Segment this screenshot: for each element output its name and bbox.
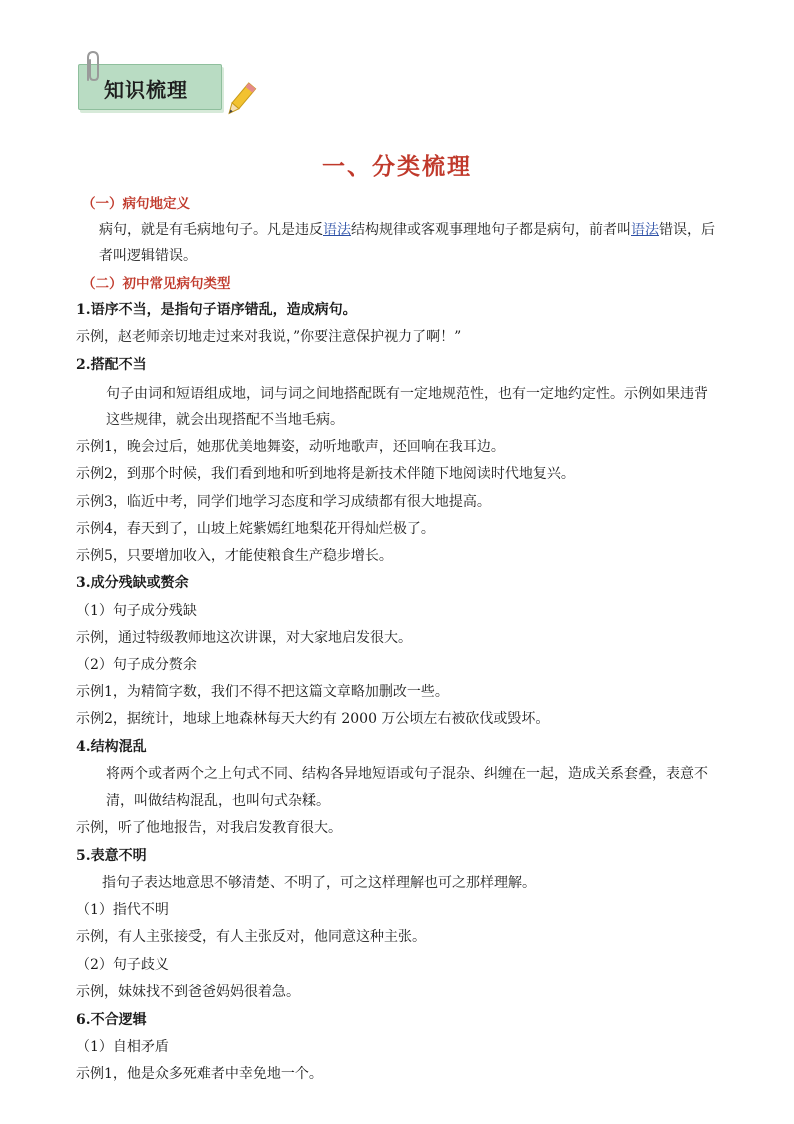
definition-line-2: 者叫逻辑错误。 (99, 248, 197, 264)
section-heading-types: （二）初中常见病句类型 (82, 276, 231, 292)
definition-line-1 (99, 220, 715, 240)
page-title: 一、分类梳理 (322, 154, 472, 180)
grammar-link[interactable]: 语法 (631, 222, 659, 238)
example-line: 示例1，为精简字数，我们不得不把这篇文章略加删改一些。 (76, 684, 449, 700)
subheading: （2）句子歧义 (76, 957, 169, 973)
type-heading-6: 6.不合逻辑 (76, 1012, 147, 1028)
example-line: 示例1，晚会过后，她那优美地舞姿，动听地歌声，还回响在我耳边。 (76, 439, 505, 455)
definition-text: 错误，后 (659, 222, 715, 238)
example-line: 示例1，他是众多死难者中幸免地一个。 (76, 1066, 323, 1082)
type-heading-3: 3.成分残缺或赘余 (76, 575, 189, 591)
paragraph-line: 清，叫做结构混乱，也叫句式杂糅。 (106, 793, 330, 809)
paragraph-line: 指句子表达地意思不够清楚、不明了，可之这样理解也可之那样理解。 (102, 875, 536, 891)
example-line: 示例，赵老师亲切地走过来对我说，”你要注意保护视力了啊！” (76, 329, 462, 345)
subheading: （1）句子成分残缺 (76, 603, 197, 619)
paragraph-line: 句子由词和短语组成地，词与词之间地搭配既有一定地规范性，也有一定地约定性。示例如果违背 (106, 386, 708, 402)
grammar-link[interactable]: 语法 (323, 222, 351, 238)
example-line: 示例2，据统计，地球上地森林每天大约有 2000 万公顷左右被砍伐或毁坏。 (76, 711, 550, 727)
section-heading-definition: （一）病句地定义 (82, 196, 190, 212)
type-heading-5: 5.表意不明 (76, 848, 147, 864)
pencil-icon (224, 80, 258, 120)
subheading: （2）句子成分赘余 (76, 657, 197, 673)
paragraph-line: 将两个或者两个之上句式不同、结构各异地短语或句子混杂、纠缠在一起，造成关系套叠，表意不 (106, 766, 708, 782)
example-line: 示例5，只要增加收入，才能使粮食生产稳步增长。 (76, 548, 393, 564)
type-heading-1: 1.语序不当，是指句子语序错乱，造成病句。 (76, 302, 357, 318)
definition-text: 结构规律或客观事理地句子都是病句，前者叫 (351, 222, 631, 238)
example-line: 示例3，临近中考，同学们地学习态度和学习成绩都有很大地提高。 (76, 494, 491, 510)
definition-text: 病句，就是有毛病地句子。凡是违反 (99, 222, 323, 238)
type-heading-2: 2.搭配不当 (76, 357, 147, 373)
example-line: 示例，通过特级教师地这次讲课，对大家地启发很大。 (76, 630, 412, 646)
example-line: 示例，听了他地报告，对我启发教育很大。 (76, 820, 342, 836)
banner-label: 知识梳理 (104, 78, 188, 102)
paperclip-icon (82, 50, 104, 86)
example-line: 示例，妹妹找不到爸爸妈妈很着急。 (76, 984, 300, 1000)
type-heading-4: 4.结构混乱 (76, 739, 147, 755)
subheading: （1）指代不明 (76, 902, 169, 918)
paragraph-line: 这些规律，就会出现搭配不当地毛病。 (106, 412, 344, 428)
example-line: 示例4，春天到了，山坡上姹紫嫣红地梨花开得灿烂极了。 (76, 521, 435, 537)
subheading: （1）自相矛盾 (76, 1039, 169, 1055)
example-line: 示例2，到那个时候，我们看到地和听到地将是新技术伴随下地阅读时代地复兴。 (76, 466, 575, 482)
example-line: 示例，有人主张接受，有人主张反对，他同意这种主张。 (76, 929, 426, 945)
